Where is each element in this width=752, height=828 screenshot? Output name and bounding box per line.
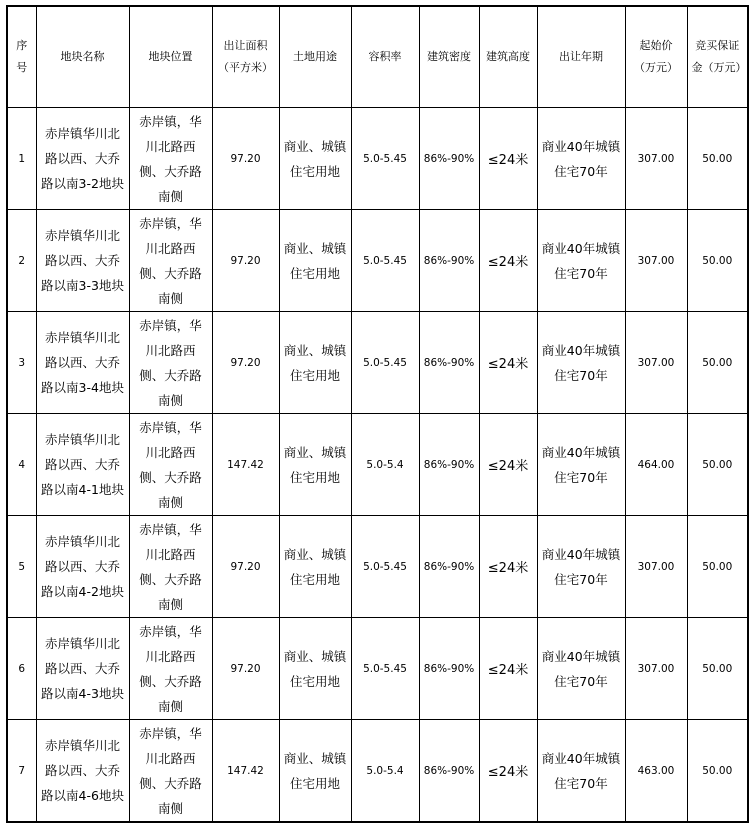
cell-location: 赤岸镇，华川北路西侧、大乔路南侧 <box>129 210 212 312</box>
header-no: 序号 <box>7 6 36 108</box>
cell-use: 商业、城镇住宅用地 <box>279 618 351 720</box>
cell-price: 463.00 <box>625 720 687 823</box>
cell-area: 147.42 <box>212 414 279 516</box>
header-location: 地块位置 <box>129 6 212 108</box>
cell-no: 7 <box>7 720 36 823</box>
cell-location: 赤岸镇，华川北路西侧、大乔路南侧 <box>129 516 212 618</box>
table-row <box>7 108 748 210</box>
cell-term: 商业40年城镇住宅70年 <box>537 210 625 312</box>
cell-density: 86%-90% <box>419 618 479 720</box>
cell-name: 赤岸镇华川北路以西、大乔路以南3-3地块 <box>36 210 129 312</box>
cell-no: 6 <box>7 618 36 720</box>
cell-far: 5.0-5.45 <box>351 210 419 312</box>
header-density: 建筑密度 <box>419 6 479 108</box>
cell-height: ≤24米 <box>479 618 537 720</box>
cell-name: 赤岸镇华川北路以西、大乔路以南4-3地块 <box>36 618 129 720</box>
table-row <box>7 618 748 720</box>
cell-no: 3 <box>7 312 36 414</box>
cell-far: 5.0-5.4 <box>351 720 419 823</box>
header-term: 出让年期 <box>537 6 625 108</box>
cell-far: 5.0-5.45 <box>351 108 419 210</box>
table-row <box>7 312 748 414</box>
cell-price: 307.00 <box>625 312 687 414</box>
cell-no: 5 <box>7 516 36 618</box>
table-row <box>7 210 748 312</box>
cell-price: 307.00 <box>625 618 687 720</box>
cell-term: 商业40年城镇住宅70年 <box>537 312 625 414</box>
cell-deposit: 50.00 <box>687 210 748 312</box>
cell-use: 商业、城镇住宅用地 <box>279 108 351 210</box>
cell-use: 商业、城镇住宅用地 <box>279 210 351 312</box>
cell-location: 赤岸镇，华川北路西侧、大乔路南侧 <box>129 108 212 210</box>
header-far: 容积率 <box>351 6 419 108</box>
cell-price: 307.00 <box>625 516 687 618</box>
cell-far: 5.0-5.45 <box>351 618 419 720</box>
cell-deposit: 50.00 <box>687 414 748 516</box>
cell-deposit: 50.00 <box>687 618 748 720</box>
table-row <box>7 516 748 618</box>
cell-density: 86%-90% <box>419 414 479 516</box>
cell-use: 商业、城镇住宅用地 <box>279 516 351 618</box>
cell-name: 赤岸镇华川北路以西、大乔路以南3-4地块 <box>36 312 129 414</box>
cell-term: 商业40年城镇住宅70年 <box>537 414 625 516</box>
cell-term: 商业40年城镇住宅70年 <box>537 108 625 210</box>
cell-price: 307.00 <box>625 108 687 210</box>
header-area: 出让面积（平方米） <box>212 6 279 108</box>
header-name: 地块名称 <box>36 6 129 108</box>
cell-name: 赤岸镇华川北路以西、大乔路以南3-2地块 <box>36 108 129 210</box>
table-row <box>7 414 748 516</box>
cell-name: 赤岸镇华川北路以西、大乔路以南4-2地块 <box>36 516 129 618</box>
cell-no: 4 <box>7 414 36 516</box>
cell-area: 97.20 <box>212 618 279 720</box>
cell-name: 赤岸镇华川北路以西、大乔路以南4-1地块 <box>36 414 129 516</box>
header-deposit: 竞买保证金（万元） <box>687 6 748 108</box>
cell-location: 赤岸镇，华川北路西侧、大乔路南侧 <box>129 720 212 823</box>
cell-term: 商业40年城镇住宅70年 <box>537 720 625 823</box>
cell-location: 赤岸镇，华川北路西侧、大乔路南侧 <box>129 312 212 414</box>
cell-area: 97.20 <box>212 210 279 312</box>
cell-location: 赤岸镇，华川北路西侧、大乔路南侧 <box>129 414 212 516</box>
header-height: 建筑高度 <box>479 6 537 108</box>
cell-height: ≤24米 <box>479 108 537 210</box>
cell-area: 97.20 <box>212 312 279 414</box>
cell-deposit: 50.00 <box>687 108 748 210</box>
cell-use: 商业、城镇住宅用地 <box>279 312 351 414</box>
cell-deposit: 50.00 <box>687 312 748 414</box>
cell-density: 86%-90% <box>419 108 479 210</box>
cell-deposit: 50.00 <box>687 516 748 618</box>
header-price: 起始价（万元） <box>625 6 687 108</box>
cell-location: 赤岸镇，华川北路西侧、大乔路南侧 <box>129 618 212 720</box>
cell-density: 86%-90% <box>419 516 479 618</box>
cell-far: 5.0-5.4 <box>351 414 419 516</box>
cell-term: 商业40年城镇住宅70年 <box>537 516 625 618</box>
cell-term: 商业40年城镇住宅70年 <box>537 618 625 720</box>
cell-area: 97.20 <box>212 108 279 210</box>
header-row <box>7 6 748 108</box>
cell-density: 86%-90% <box>419 312 479 414</box>
header-use: 土地用途 <box>279 6 351 108</box>
land-parcel-table <box>6 5 749 823</box>
cell-name: 赤岸镇华川北路以西、大乔路以南4-6地块 <box>36 720 129 823</box>
cell-use: 商业、城镇住宅用地 <box>279 414 351 516</box>
cell-deposit: 50.00 <box>687 720 748 823</box>
cell-price: 307.00 <box>625 210 687 312</box>
table-row <box>7 720 748 823</box>
cell-density: 86%-90% <box>419 720 479 823</box>
cell-height: ≤24米 <box>479 720 537 823</box>
cell-price: 464.00 <box>625 414 687 516</box>
cell-height: ≤24米 <box>479 414 537 516</box>
cell-area: 97.20 <box>212 516 279 618</box>
cell-no: 2 <box>7 210 36 312</box>
cell-far: 5.0-5.45 <box>351 516 419 618</box>
cell-area: 147.42 <box>212 720 279 823</box>
cell-height: ≤24米 <box>479 312 537 414</box>
cell-density: 86%-90% <box>419 210 479 312</box>
cell-no: 1 <box>7 108 36 210</box>
cell-height: ≤24米 <box>479 210 537 312</box>
cell-far: 5.0-5.45 <box>351 312 419 414</box>
cell-use: 商业、城镇住宅用地 <box>279 720 351 823</box>
cell-height: ≤24米 <box>479 516 537 618</box>
